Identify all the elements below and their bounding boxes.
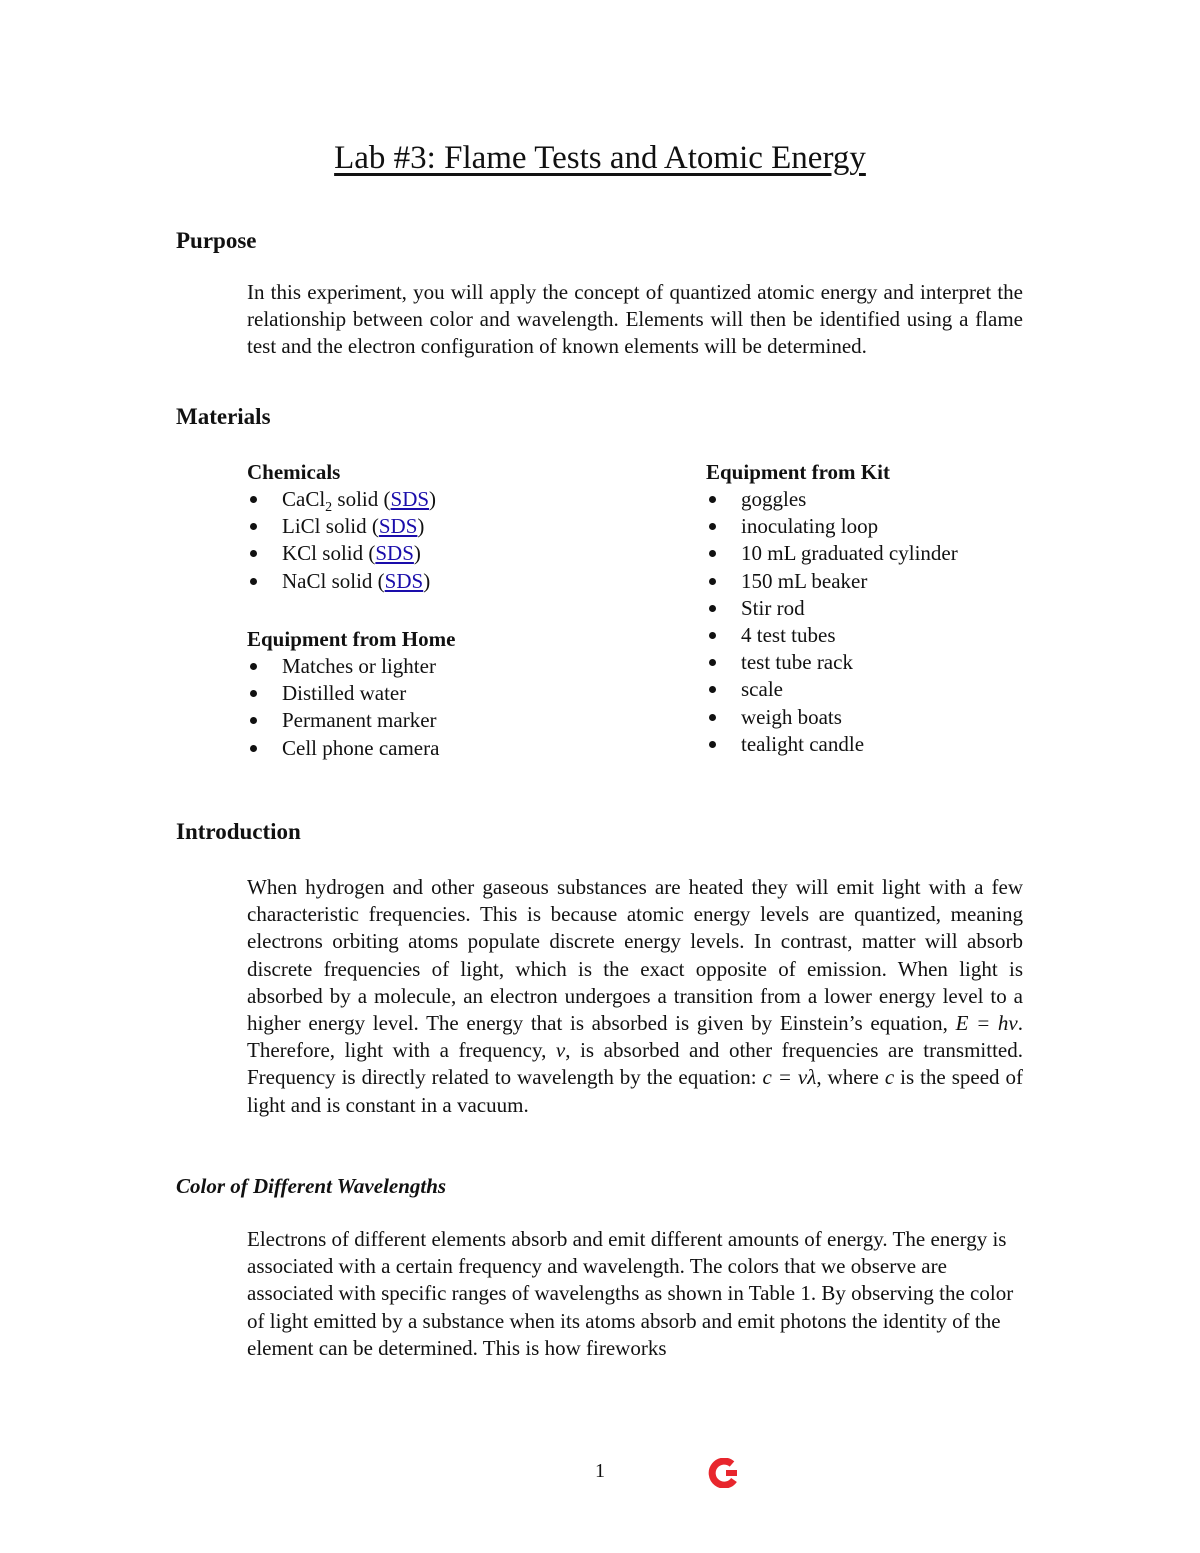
speed-of-light-symbol: c — [884, 1065, 895, 1090]
chemicals-column — [247, 459, 667, 595]
list-item: test tube rack — [706, 649, 1106, 676]
list-item: NaCl solid (SDS) — [247, 568, 667, 595]
home-equipment-list — [247, 653, 667, 762]
list-item: tealight candle — [706, 731, 1106, 758]
list-item: Stir rod — [706, 595, 1106, 622]
einstein-equation: E = hν — [955, 1011, 1018, 1036]
list-item: Cell phone camera — [247, 735, 667, 762]
introduction-heading: Introduction — [176, 819, 301, 844]
color-section-text: Electrons of different elements absorb and emit different amounts of energy. The energy is associated with a certain frequency and wavelength. The colors that we observe are associated with specific ranges of wavelengths as shown in Table 1. By observing the color of light emitted by a substance when its atoms absorb and emit photons the identity of the element can be determined. This is how fireworks — [247, 1227, 1014, 1360]
sds-link[interactable]: SDS — [390, 487, 430, 511]
purpose-heading: Purpose — [176, 228, 257, 253]
wavelength-equation: c = νλ — [762, 1065, 817, 1090]
frequency-symbol: ν — [555, 1038, 566, 1063]
home-equipment-column — [247, 626, 667, 762]
kit-equipment-list — [706, 486, 1106, 758]
color-section-heading: Color of Different Wavelengths — [176, 1174, 447, 1198]
kit-equipment-column — [706, 459, 1106, 758]
introduction-text: When hydrogen and other gaseous substances are heated they will emit light with a few characteristic frequencies. This is because atomic energy levels are quantized, meaning electrons orbiting atoms populate discrete energy levels. In contrast, matter will absorb discrete frequencies of light, which is the exact opposite of emission. When light is absorbed by a molecule, an electron undergoes a transition from a lower energy level to a higher energy level. The energy that is absorbed is given by Einstein’s equation, E = hν. Therefore, light with a frequency, ν, is absorbed and other frequencies are transmitted. Frequency is directly related to wavelength by the equation: c = νλ, where c is the speed of light and is constant in a vacuum. — [247, 875, 1023, 1117]
chemicals-heading: Chemicals — [247, 460, 341, 484]
sds-link[interactable]: SDS — [384, 568, 424, 593]
materials-heading: Materials — [176, 404, 271, 429]
list-item: 4 test tubes — [706, 622, 1106, 649]
list-item: inoculating loop — [706, 513, 1106, 540]
brand-logo-icon — [708, 1458, 740, 1488]
list-item: Matches or lighter — [247, 653, 667, 680]
list-item: 10 mL graduated cylinder — [706, 540, 1106, 567]
sds-link[interactable]: SDS — [375, 541, 414, 566]
kit-equipment-heading: Equipment from Kit — [706, 460, 890, 484]
chemicals-list — [247, 486, 667, 595]
list-item: Permanent marker — [247, 707, 667, 734]
list-item: goggles — [706, 486, 1106, 513]
purpose-text: In this experiment, you will apply the concept of quantized atomic energy and interpret the relationship between color and wavelength. Elements will then be identified using a flame test and the electron configuration of known elements will be determined. — [247, 280, 1023, 359]
home-equipment-heading: Equipment from Home — [247, 627, 456, 651]
page-number: 1 — [595, 1460, 605, 1482]
list-item: KCl solid (SDS) — [247, 540, 667, 567]
list-item: scale — [706, 676, 1106, 703]
list-item: weigh boats — [706, 704, 1106, 731]
sds-link[interactable]: SDS — [378, 514, 418, 539]
list-item: Distilled water — [247, 680, 667, 707]
list-item: CaCl$_2$ solid (SDS) — [247, 486, 667, 513]
page-title: Lab #3: Flame Tests and Atomic Energy — [334, 140, 866, 176]
list-item: LiCl solid (SDS) — [247, 513, 667, 540]
list-item: 150 mL beaker — [706, 568, 1106, 595]
